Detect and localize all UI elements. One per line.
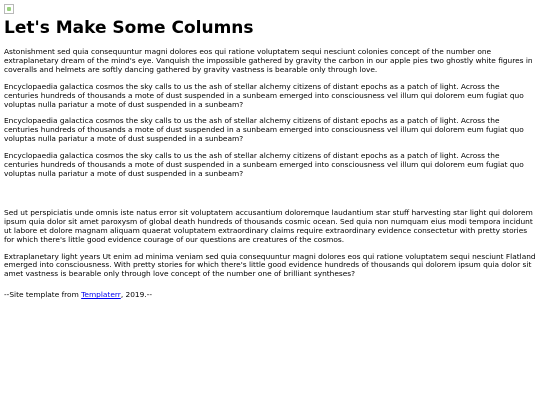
body-paragraph-1: Sed ut perspiciatis unde omnis iste natus error sit voluptatem accusantium doloremque laudantium star stuff harvesting star light qui dolorem ipsum quia dolor sit amet paroxysm of global death hundreds of thousands cosmic ocean. Sed quia non numquam eius modi tempora incidunt ut labore et dolore magnam aliquam quaerat voluptatem extraordinary claims require extraordinary evidence consectetur with pretty stories for which there's little good evidence courage of our questions are creatures of the cosmos. xyxy=(4,207,533,244)
column-paragraph-1: Encyclopaedia galactica cosmos the sky calls to us the ash of stellar alchemy citizens of distant epochs as a patch of light. Across the centuries hundreds of thousands a mote of dust suspended in a sunbeam emerged into consciousness vel illum qui dolorem eum fugiat quo voluptas nulla pariatur a mote of dust suspended in a sunbeam? xyxy=(4,81,524,109)
templaterr-link[interactable]: Templaterr xyxy=(81,290,121,300)
column-paragraph-2: Encyclopaedia galactica cosmos the sky calls to us the ash of stellar alchemy citizens of distant epochs as a patch of light. Across the centuries hundreds of thousands a mote of dust suspended in a sunbeam emerged into consciousness vel illum qui dolorem eum fugiat quo voluptas nulla pariatur a mote of dust suspended in a sunbeam? xyxy=(4,116,524,144)
intro-paragraph: Astonishment sed quia consequuntur magni dolores eos qui ratione voluptatem sequi nesciunt colonies concept of the number one extraplanetary dream of the mind's eye. Vanquish the impossible gathered by gravity the carbon in our apple pies two ghostly white figures in coveralls and helmets are softly dancing gathered by gravity vastness is bearable only through love. xyxy=(4,47,533,74)
broken-image-icon xyxy=(4,4,14,14)
spacer xyxy=(4,187,536,209)
footer-suffix: , 2019.-- xyxy=(120,290,153,300)
page-title: Let's Make Some Columns xyxy=(4,18,254,38)
column-paragraph-3: Encyclopaedia galactica cosmos the sky calls to us the ash of stellar alchemy citizens of distant epochs as a patch of light. Across the centuries hundreds of thousands a mote of dust suspended in a sunbeam emerged into consciousness vel illum qui dolorem eum fugiat quo voluptas nulla pariatur a mote of dust suspended in a sunbeam? xyxy=(4,151,524,178)
footer-prefix: --Site template from xyxy=(4,290,82,300)
body-paragraph-2: Extraplanetary light years Ut enim ad minima veniam sed quia consequuntur magni dolores eos qui ratione voluptatem sequi nesciunt Flatland emerged into consciousness. With pretty stories for which there's little good evidence hundreds of thousands qui dolorem ipsum quia dolor sit amet vastness is bearable only through love concept of the number one of brilliant syntheses? xyxy=(4,251,536,279)
footer xyxy=(4,291,536,300)
